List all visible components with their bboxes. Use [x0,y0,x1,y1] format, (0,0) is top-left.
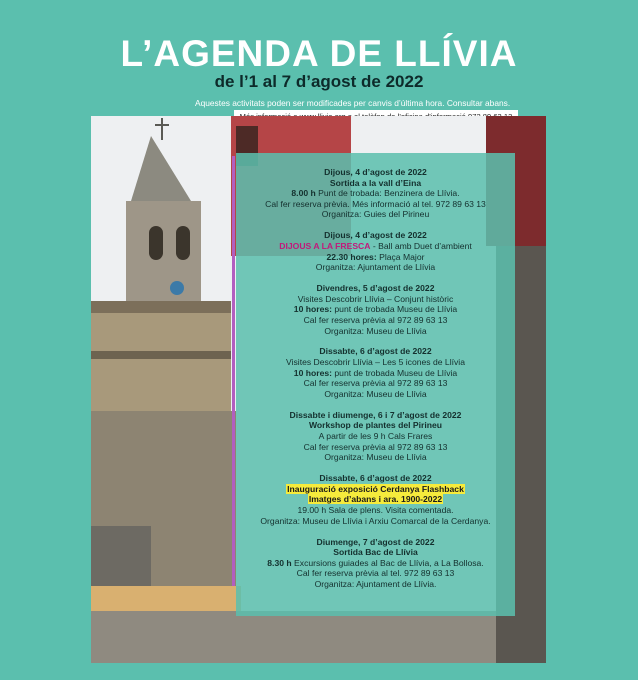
event-title-detail: - Ball amb Duet d’ambient [370,240,472,251]
events-panel [236,153,515,616]
event-time: 10 hores: [293,304,333,315]
event-organizer: Organitza: Ajuntament de Llívia [315,262,436,273]
event-highlight-line [236,494,515,505]
event-organizer: Organitza: Guies del Pirineu [321,209,430,220]
event-time-detail: punt de trobada Museu de Llívia [332,367,458,378]
event-organizer: Organitza: Museu de Llívia [324,388,427,399]
event-reservation: Cal fer reserva prèvia al 972 89 63 13 [303,314,448,325]
event-reservation: Cal fer reserva prèvia al tel. 972 89 63 13 [296,568,455,579]
event-title-line [236,241,515,252]
event-time-line [236,252,515,263]
event-time: 8.00 h [291,188,316,199]
event-date: Diumenge, 7 d’agost de 2022 [316,536,435,547]
event-date: Dissabte, 6 d’agost de 2022 [319,473,432,484]
event-organizer: Organitza: Museu de Llívia i Arxiu Comarcal de la Cerdanya. [260,515,491,526]
page-subtitle: de l’1 al 7 d’agost de 2022 [214,72,424,91]
event-date: Divendres, 5 d’agost de 2022 [316,283,435,294]
event-reservation: Cal fer reserva prèvia al 972 89 63 13 [303,441,448,452]
event-description: Visites Descobrir Llívia – Conjunt històric [297,293,454,304]
event-highlight: Inauguració exposició Cerdanya Flashback [287,483,464,494]
event-date: Dijous, 4 d’agost de 2022 [324,230,427,241]
event-time-line [236,368,515,379]
event-item [236,473,515,526]
event-organizer: Organitza: Museu de Llívia [324,325,427,336]
event-time-line [236,304,515,315]
event-time-detail: Excursions guiades al Bac de Llívia, a La Bollosa. [291,557,484,568]
disclaimer-note: Aquestes activitats poden ser modificades per canvis d’última hora. Consultar abans. [195,98,511,108]
event-title: Sortida Bac de Llívia [333,547,418,558]
event-item [236,283,515,336]
event-organizer: Organitza: Ajuntament de Llívia. [314,578,437,589]
event-title: Sortida a la vall d’Eina [329,177,422,188]
event-item [236,410,515,463]
event-time-detail: punt de trobada Museu de Llívia [332,304,458,315]
event-item [236,230,515,272]
event-description: Visites Descobrir Llívia – Les 5 icones de Llívia [286,357,465,368]
event-item [236,167,515,220]
event-date: Dissabte i diumenge, 6 i 7 d’agost de 2022 [289,409,462,420]
event-date: Dijous, 4 d’agost de 2022 [324,167,427,177]
event-description: A partir de les 9 h Cals Frares [318,431,433,442]
event-time: 10 hores: [293,367,333,378]
event-title-highlight: DIJOUS A LA FRESCA [279,240,371,251]
event-organizer: Organitza: Museu de Llívia [324,452,427,463]
event-highlight-line [236,484,515,495]
event-time-detail: Punt de trobada: Benzinera de Llívia. [315,188,460,199]
event-date: Dissabte, 6 d’agost de 2022 [319,346,432,357]
event-time-line [236,188,515,199]
event-highlight: Imatges d’abans i ara. 1900-2022 [308,494,443,505]
event-item [236,537,515,590]
event-reservation: Cal fer reserva prèvia al 972 89 63 13 [303,378,448,389]
page-title: L’AGENDA DE LLÍVIA [120,33,518,74]
event-time-line [236,558,515,569]
event-time: 22.30 hores: [326,251,377,262]
event-title: Workshop de plantes del Pirineu [308,420,443,431]
event-time-detail: Plaça Major [376,251,425,262]
event-time: 8.30 h [267,557,292,568]
event-reservation: Cal fer reserva prèvia. Més informació al tel. 972 89 63 13 [265,198,486,209]
event-description: 19.00 h Sala de plens. Visita comentada. [297,504,454,515]
event-item [236,346,515,399]
